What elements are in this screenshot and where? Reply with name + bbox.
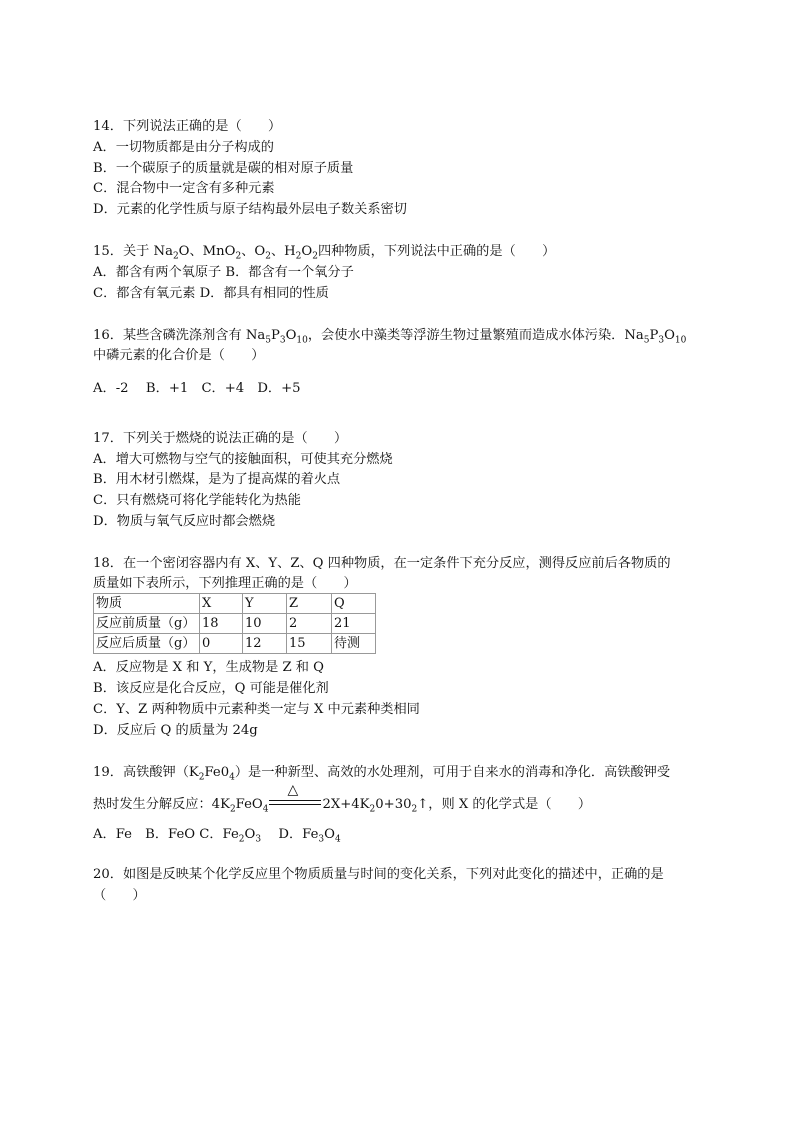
table-cell: Y (243, 594, 287, 614)
table-cell: 21 (332, 614, 376, 634)
q18-data-table (93, 593, 376, 654)
heating-arrow-icon: △ (269, 794, 321, 808)
q15-stem: 15．关于 $Na_2O$、MnO$_2$、$O_2$、$H_2O_2$四种物质，下列说法中正确的是（ ） (93, 244, 556, 262)
table-cell: 10 (243, 614, 287, 634)
table-cell: 反应前质量（g） (94, 614, 200, 634)
q17-stem: 17．下列关于燃烧的说法正确的是（ ） (93, 431, 348, 446)
table-row (94, 614, 376, 634)
table-cell: X (200, 594, 243, 614)
table-cell: 12 (243, 634, 287, 654)
q18-option-a: A．反应物是 X 和 Y，生成物是 Z 和 Q (93, 660, 324, 675)
q18-stem-line2: 质量如下表所示，下列推理正确的是（ ） (93, 576, 357, 591)
q14-option-d: D．元素的化学性质与原子结构最外层电子数关系密切 (93, 202, 407, 217)
q17-option-a: A．增大可燃物与空气的接触面积，可使其充分燃烧 (93, 452, 393, 467)
table-cell: 物质 (94, 594, 200, 614)
table-cell: 2 (287, 614, 332, 634)
table-cell: 18 (200, 614, 243, 634)
q18-option-d: D．反应后 Q 的质量为 24g (93, 723, 258, 738)
q19-stem-line2: 热时发生分解反应：$4K_2FeO_4$ △ $2X+4K_20+30_2↑$，则 X 的化学式是（ ） (93, 782, 592, 815)
q14-option-a: A．一切物质都是由分子构成的 (93, 140, 274, 155)
table-row (94, 594, 376, 614)
q18-option-c: C．Y、Z 两种物质中元素种类一定与 X 中元素种类相同 (93, 702, 420, 717)
q19-options: A．Fe B．FeO C．$Fe_2O_3$ D．$Fe_3O_4$ (93, 827, 341, 845)
q16-stem-line1: 16．某些含磷洗涤剂含有 $Na_5P_3O_{10}$，会使水中藻类等浮游生物过量繁殖而造成水体污染．$Na_5P_3O_{10}$ (93, 328, 687, 346)
q15-options-cd: C．都含有氧元素 D．都具有相同的性质 (93, 286, 329, 301)
table-cell: 0 (200, 634, 243, 654)
q15-options-ab: A．都含有两个氧原子 B．都含有一个氧分子 (93, 265, 354, 280)
q20-stem-line2: （ ） (93, 888, 146, 903)
q14-stem: 14．下列说法正确的是（ ） (93, 119, 282, 134)
q16-stem-line2: 中磷元素的化合价是（ ） (93, 348, 265, 363)
table-cell: 15 (287, 634, 332, 654)
table-cell: 反应后质量（g） (94, 634, 200, 654)
table-cell: 待测 (332, 634, 376, 654)
q20-stem-line1: 20．如图是反映某个化学反应里个物质质量与时间的变化关系，下列对此变化的描述中，正确的是 (93, 867, 664, 882)
q14-option-c: C．混合物中一定含有多种元素 (93, 181, 275, 196)
q14-option-b: B．一个碳原子的质量就是碳的相对原子质量 (93, 161, 354, 176)
table-row (94, 634, 376, 654)
q17-option-c: C．只有燃烧可将化学能转化为热能 (93, 493, 301, 508)
q18-stem-line1: 18．在一个密闭容器内有 X、Y、Z、Q 四种物质，在一定条件下充分反应，测得反应前后各物质的 (93, 556, 671, 571)
q17-option-b: B．用木材引燃煤，是为了提高煤的着火点 (93, 472, 341, 487)
q18-option-b: B．该反应是化合反应，Q 可能是催化剂 (93, 681, 329, 696)
q16-options: A．-2 B．+1 C．+4 D．+5 (93, 381, 301, 396)
q17-option-d: D．物质与氧气反应时都会燃烧 (93, 514, 276, 529)
table-cell: Q (332, 594, 376, 614)
table-cell: Z (287, 594, 332, 614)
q19-stem-line1: 19．高铁酸钾$(K_2Fe0_4)$是一种新型、高效的水处理剂，可用于自来水的消毒和净化．高铁酸钾受 (93, 765, 671, 783)
